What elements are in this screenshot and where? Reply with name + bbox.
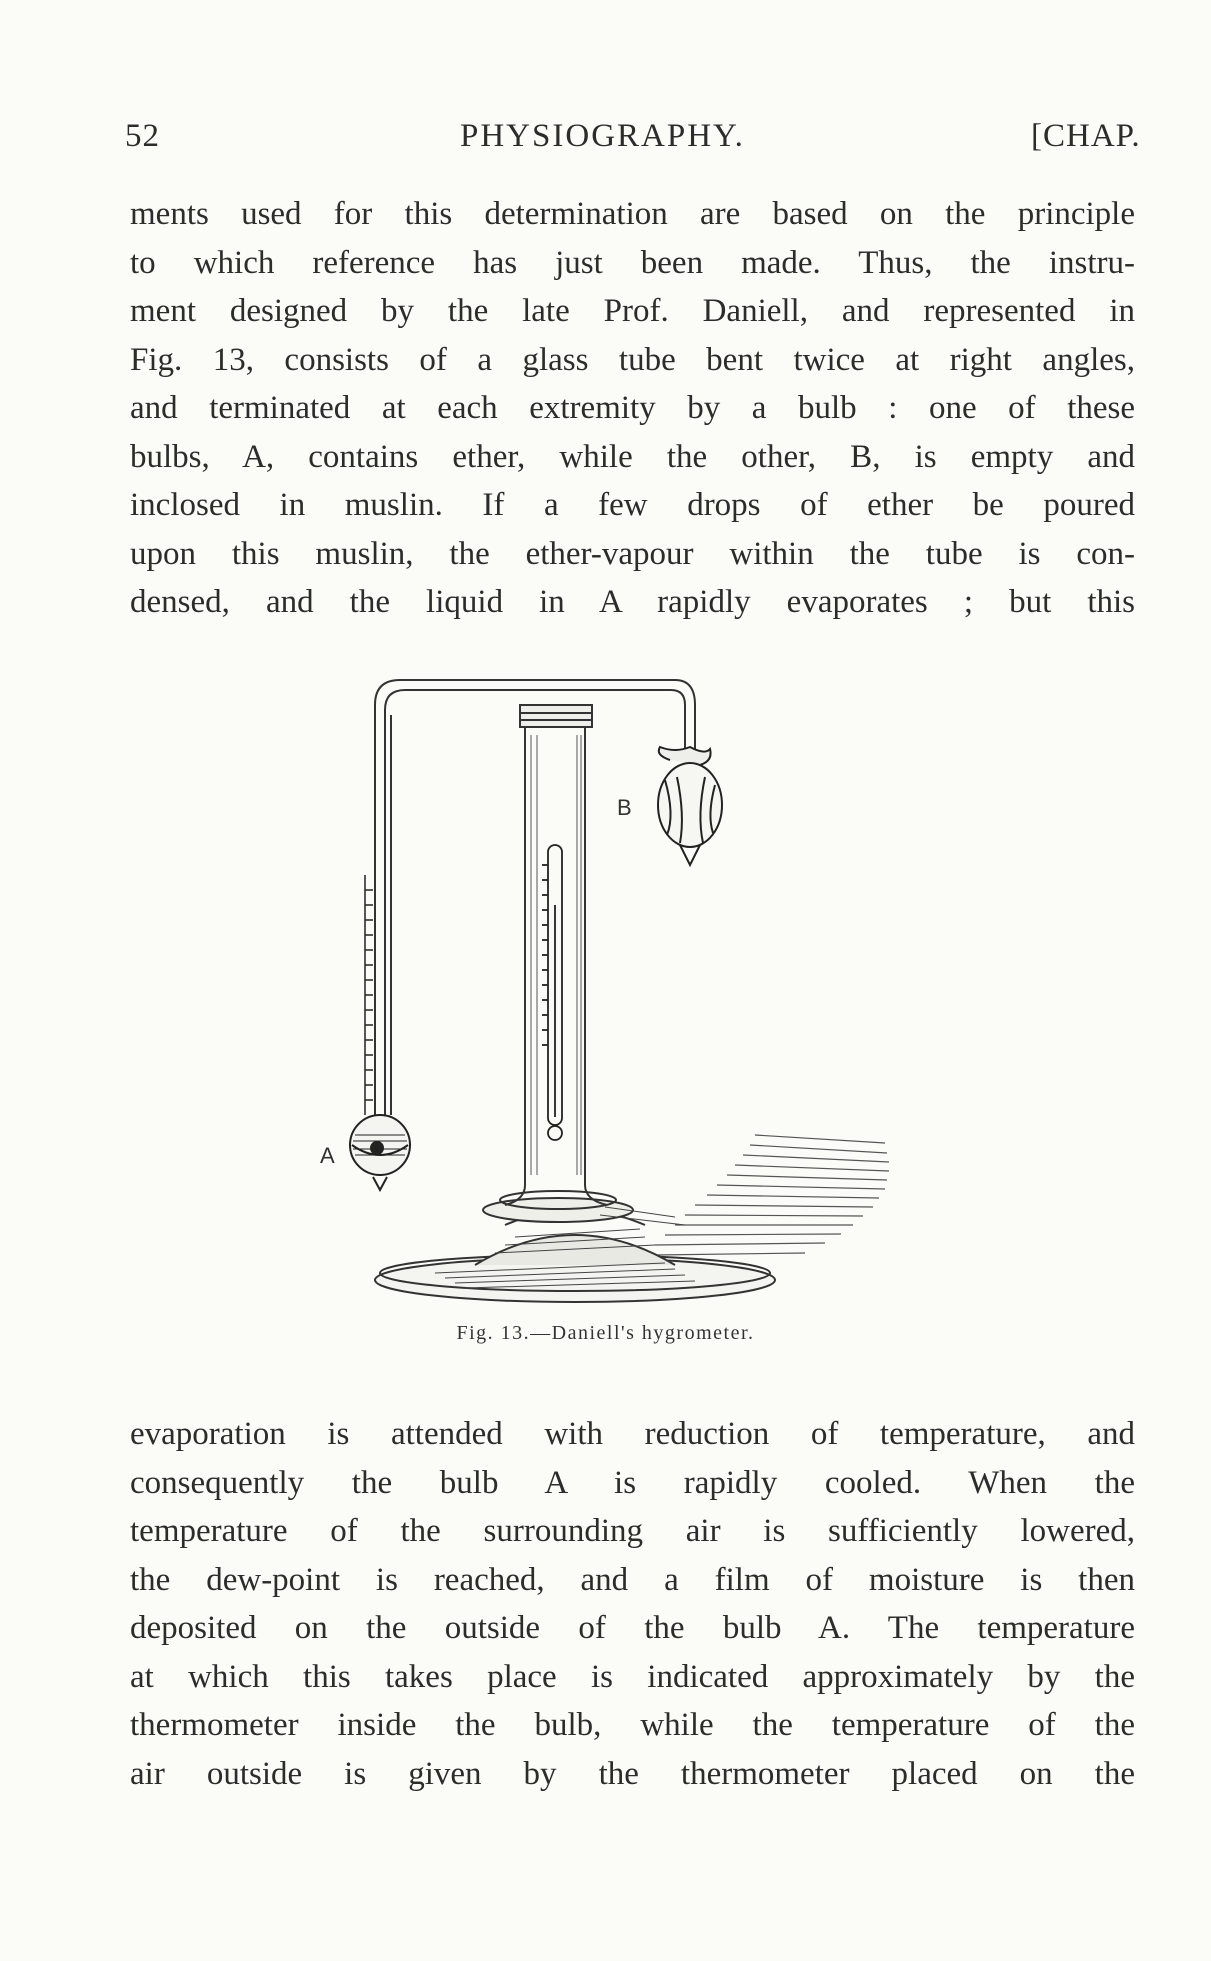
base-shadow	[655, 1135, 889, 1255]
text-line: temperature of the surrounding air is sufficiently lowered,	[130, 1513, 1135, 1549]
text-line: ment designed by the late Prof. Daniell, and represented in	[130, 293, 1135, 329]
page-header	[125, 118, 1140, 168]
text-line: ments used for this determination are based on the principle	[130, 196, 1135, 232]
text-line: inclosed in muslin. If a few drops of ether be poured	[130, 487, 1135, 523]
text-line: upon this muslin, the ether-vapour within the tube is con-	[130, 535, 1135, 572]
bent-glass-tube	[375, 680, 695, 1120]
text-line: deposited on the outside of the bulb A. The temperature	[130, 1610, 1135, 1646]
paragraph-2	[130, 1410, 1135, 1798]
paragraph-1	[130, 190, 1135, 627]
text-line: consequently the bulb A is rapidly cooled. When the	[130, 1464, 1135, 1501]
pillar-thermometer	[542, 845, 562, 1140]
text-line: Fig. 13, consists of a glass tube bent twice at right angles,	[130, 341, 1135, 378]
text-line: evaporation is attended with reduction of temperature, and	[130, 1416, 1135, 1452]
bulb-b	[658, 747, 722, 865]
page-number: 52	[125, 118, 160, 154]
running-title: PHYSIOGRAPHY.	[460, 118, 745, 154]
text-line: thermometer inside the bulb, while the temperature of the	[130, 1707, 1135, 1743]
text-line: air outside is given by the thermometer placed on the	[130, 1755, 1135, 1792]
hygrometer-illustration	[320, 665, 915, 1325]
figure-caption: Fig. 13.—Daniell's hygrometer.	[456, 1322, 755, 1344]
text-line: to which reference has just been made. Thus, the instru-	[130, 244, 1135, 281]
text-line: densed, and the liquid in A rapidly evaporates ; but this	[130, 584, 1135, 620]
chapter-mark: [CHAP.	[1031, 118, 1141, 154]
label-a: A	[320, 1143, 335, 1168]
bulb-a	[350, 1115, 410, 1190]
left-thermometer	[365, 875, 373, 1115]
text-line: the dew-point is reached, and a film of moisture is then	[130, 1561, 1135, 1598]
label-b: B	[617, 795, 632, 820]
text-line: and terminated at each extremity by a bulb : one of these	[130, 390, 1135, 426]
stand-base	[375, 1191, 775, 1302]
text-line: bulbs, A, contains ether, while the other, B, is empty and	[130, 438, 1135, 475]
text-line: at which this takes place is indicated approximately by the	[130, 1658, 1135, 1695]
